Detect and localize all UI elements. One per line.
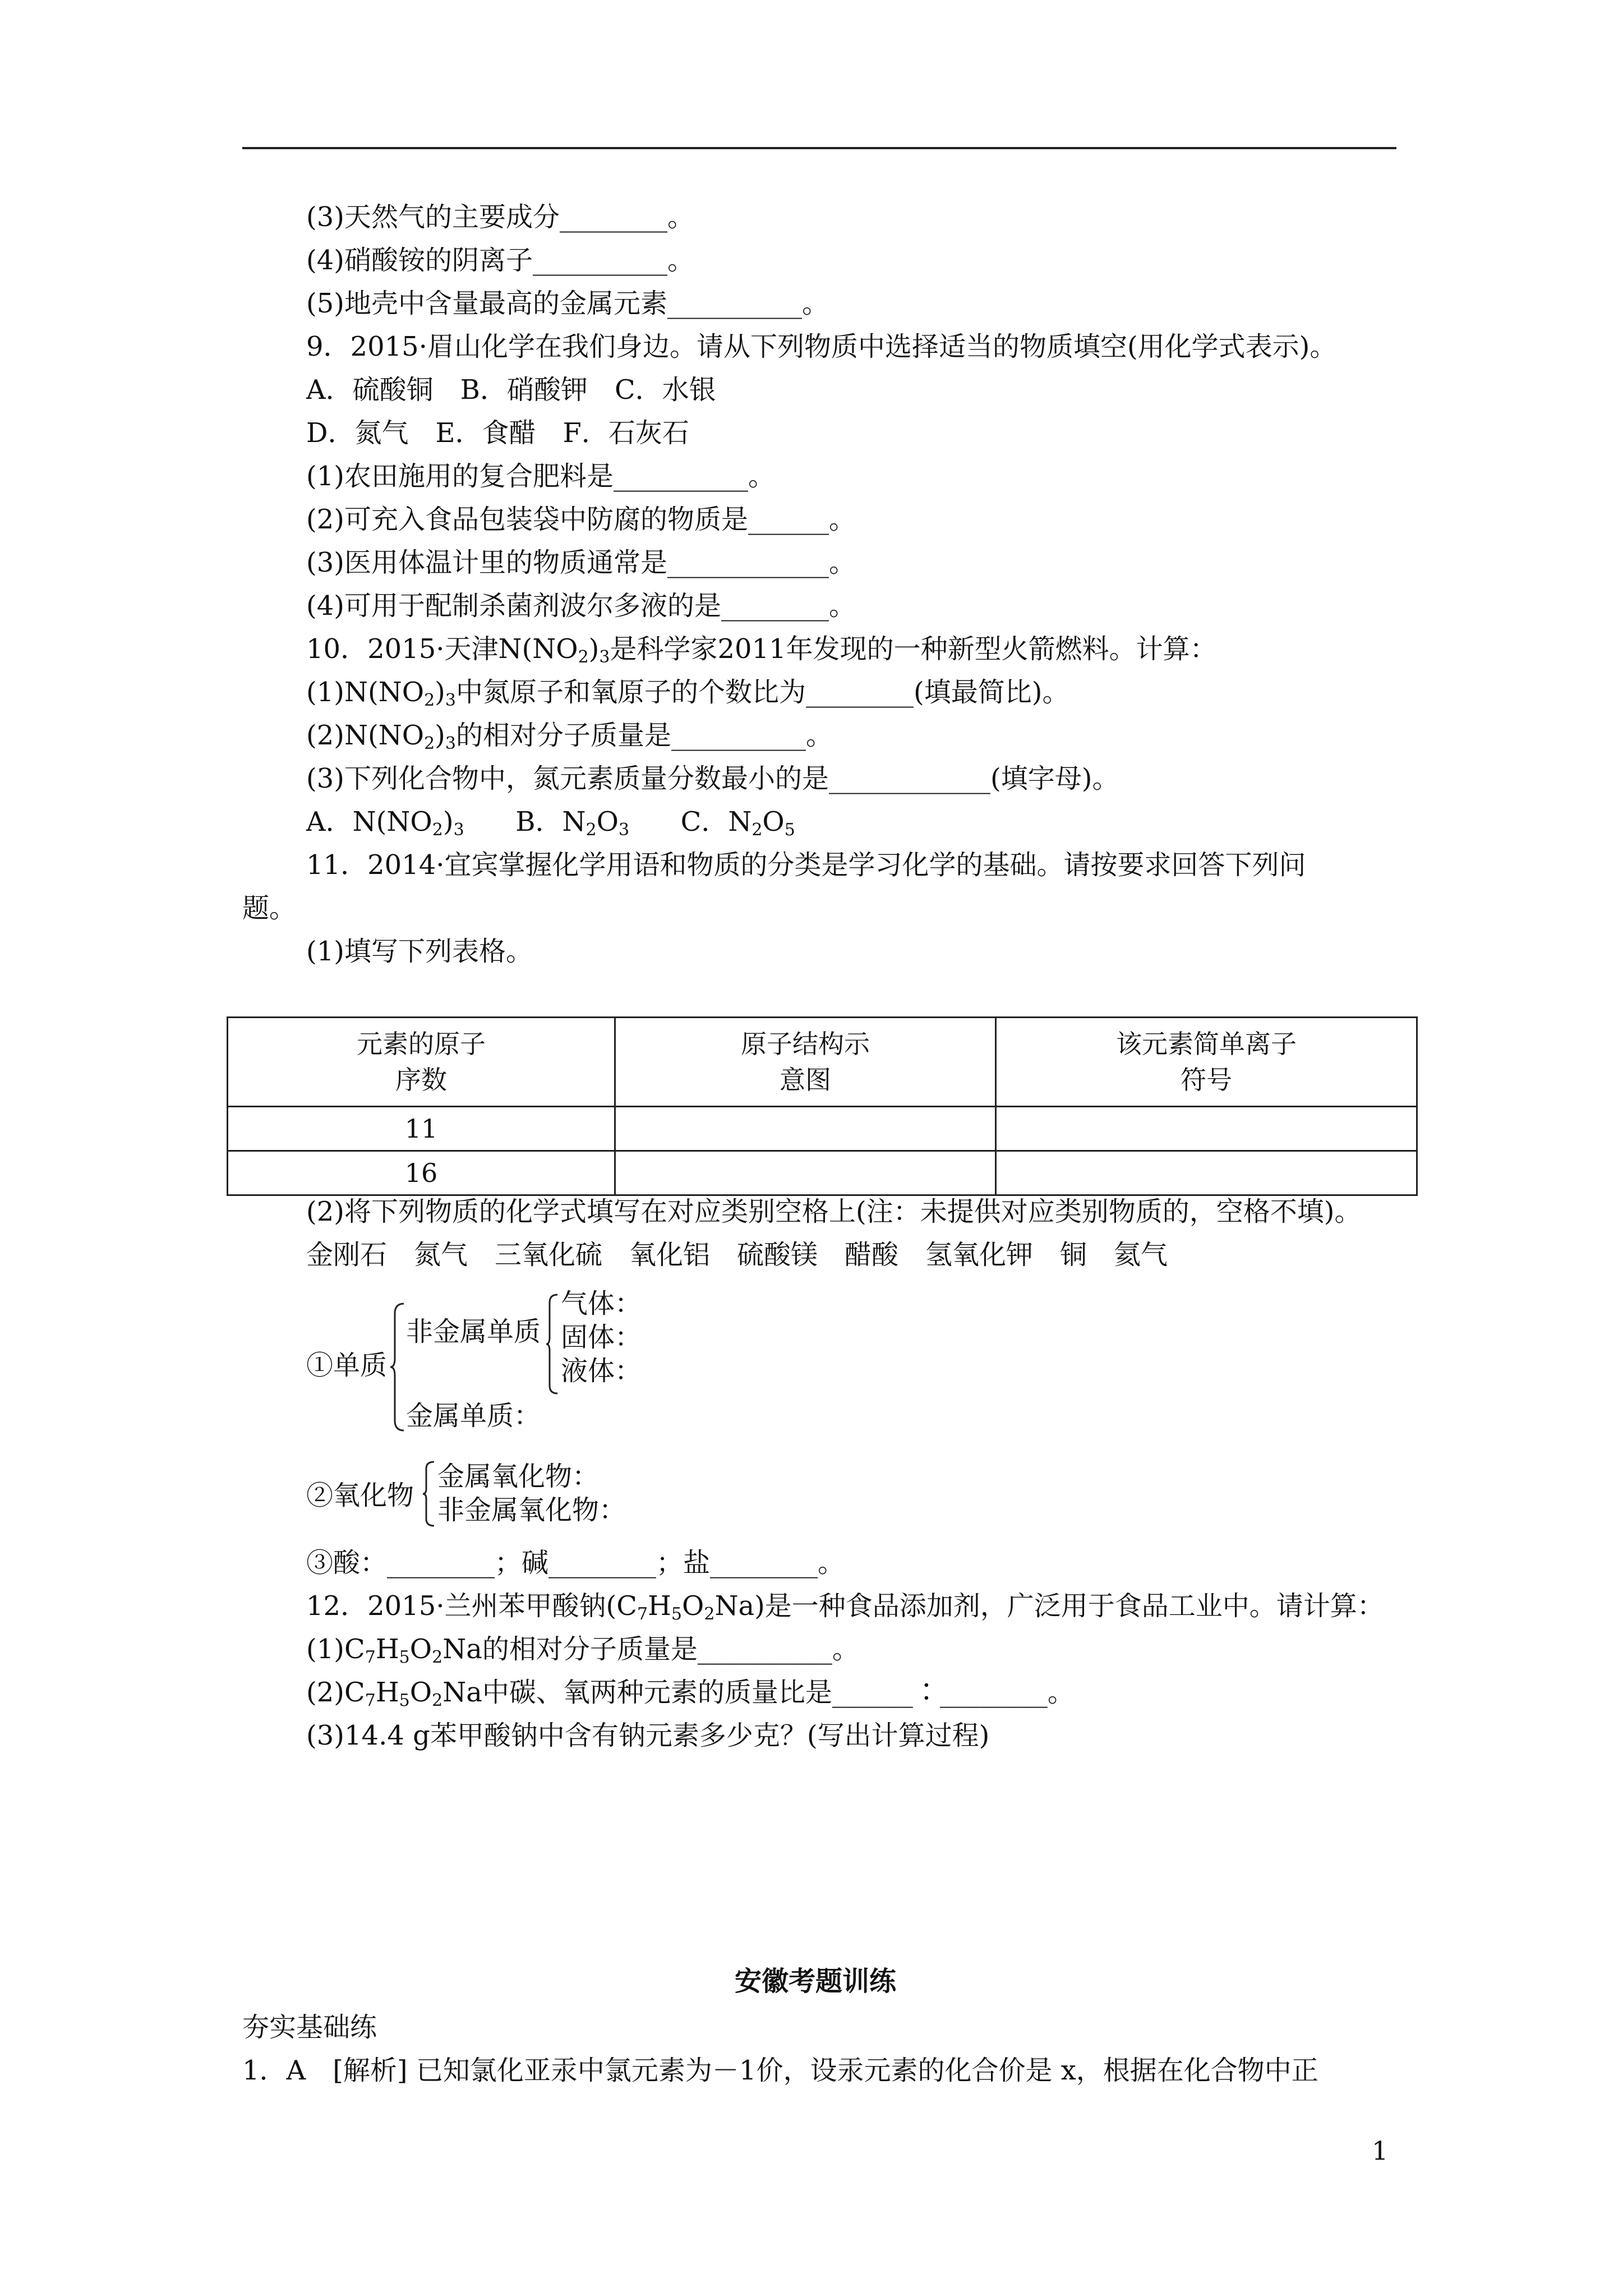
q10-stem: 10．2015·天津$N(NO_2)_3$是科学家2011年发现的一种新型火箭燃料。计算： <box>306 633 1217 667</box>
q9-options-row2: D．氮气 E．食醋 F．石灰石 <box>306 417 689 449</box>
class-liquid: 液体： <box>561 1355 642 1387</box>
q8-item-4: (4)硝酸铵的阴离子__________。 <box>306 245 694 276</box>
table-header-structure: 原子结构示 意图 <box>615 1018 996 1107</box>
q12-stem: 12．2015·兰州苯甲酸钠$(C_7H_5O_2Na)$是一种食品添加剂，广泛用于食品工业中。请计算： <box>306 1590 1384 1624</box>
table-cell[interactable] <box>996 1151 1417 1195</box>
q8-item-5: (5)地壳中含量最高的金属元素__________。 <box>306 288 829 319</box>
brace-icon <box>389 1303 406 1432</box>
q10-options: A．$N(NO_2)_3$ B．$N_2O_3$ C．$N_2O_5$ <box>306 806 795 840</box>
q11-item-1: (1)填写下列表格。 <box>306 936 533 967</box>
q11-item-2: (2)将下列物质的化学式填写在对应类别空格上(注：未提供对应类别物质的，空格不填)。 <box>306 1196 1362 1227</box>
table-cell[interactable] <box>615 1151 996 1195</box>
q9-item-3: (3)医用体温计里的物质通常是____________。 <box>306 547 856 578</box>
q10-item-2: $(2)N(NO_2)_3$的相对分子质量是__________。 <box>306 720 833 753</box>
header-rule <box>242 147 1396 149</box>
table-header-atomic-number: 元素的原子 序数 <box>228 1018 615 1107</box>
page-number: 1 <box>1372 2136 1389 2166</box>
answer-1: 1．A [解析] 已知氯化亚汞中氯元素为－1价，设汞元素的化合价是 x，根据在化合物中正 <box>242 2055 1318 2086</box>
class-metal-oxide: 金属氧化物： <box>437 1461 600 1492</box>
q9-item-2: (2)可充入食品包装袋中防腐的物质是______。 <box>306 504 856 535</box>
table-header-ion-symbol: 该元素简单离子 符号 <box>996 1018 1417 1107</box>
class-gas: 气体： <box>561 1288 642 1319</box>
subsection-title: 夯实基础练 <box>242 2012 377 2043</box>
table-cell[interactable] <box>996 1107 1417 1151</box>
table-cell[interactable] <box>615 1107 996 1151</box>
q9-options-row1: A．硫酸铜 B．硝酸钾 C．水银 <box>306 374 716 406</box>
q8-item-3: (3)天然气的主要成分________。 <box>306 201 694 233</box>
class-nonmetal-elemental: 非金属单质 <box>406 1316 541 1347</box>
q12-item-2: $(2)C_7H_5O_2Na$中碳、氧两种元素的质量比是______∶________。 <box>306 1677 1075 1710</box>
class-metal-elemental: 金属单质： <box>406 1400 541 1432</box>
q9-item-1: (1)农田施用的复合肥料是__________。 <box>306 461 775 492</box>
q10-item-3: (3)下列化合物中，氮元素质量分数最小的是____________(填字母)。 <box>306 763 1119 794</box>
brace-icon <box>422 1461 436 1527</box>
q11-substance-list: 金刚石 氮气 三氧化硫 氧化铝 硫酸镁 醋酸 氢氧化钾 铜 氦气 <box>306 1239 1168 1271</box>
class-oxide: ②氧化物 <box>306 1480 414 1511</box>
brace-icon <box>545 1294 560 1395</box>
q12-item-1: $(1)C_7H_5O_2Na$的相对分子质量是__________。 <box>306 1634 859 1667</box>
q12-item-3: (3)14.4 g苯甲酸钠中含有钠元素多少克？(写出计算过程) <box>306 1720 990 1751</box>
class-nonmetal-oxide: 非金属氧化物： <box>437 1494 626 1526</box>
section-title: 安徽考题训练 <box>735 1966 897 1997</box>
q11-stem: 11．2014·宜宾掌握化学用语和物质的分类是学习化学的基础。请按要求回答下列问 <box>306 849 1306 881</box>
table-cell: 11 <box>228 1107 615 1151</box>
element-table <box>227 1016 1418 1196</box>
q9-stem: 9．2015·眉山化学在我们身边。请从下列物质中选择适当的物质填空(用化学式表示)。 <box>306 331 1337 362</box>
table-cell: 16 <box>228 1151 615 1195</box>
q9-item-4: (4)可用于配制杀菌剂波尔多液的是________。 <box>306 590 856 622</box>
class-acid-base-salt: ③酸：________；碱________；盐________。 <box>306 1547 845 1579</box>
class-elemental: ①单质 <box>306 1350 388 1381</box>
q10-item-1: $(1)N(NO_2)_3$中氮原子和氧原子的个数比为________(填最简比)。 <box>306 677 1069 710</box>
class-solid: 固体： <box>561 1322 642 1353</box>
q11-stem-cont: 题。 <box>242 892 297 924</box>
